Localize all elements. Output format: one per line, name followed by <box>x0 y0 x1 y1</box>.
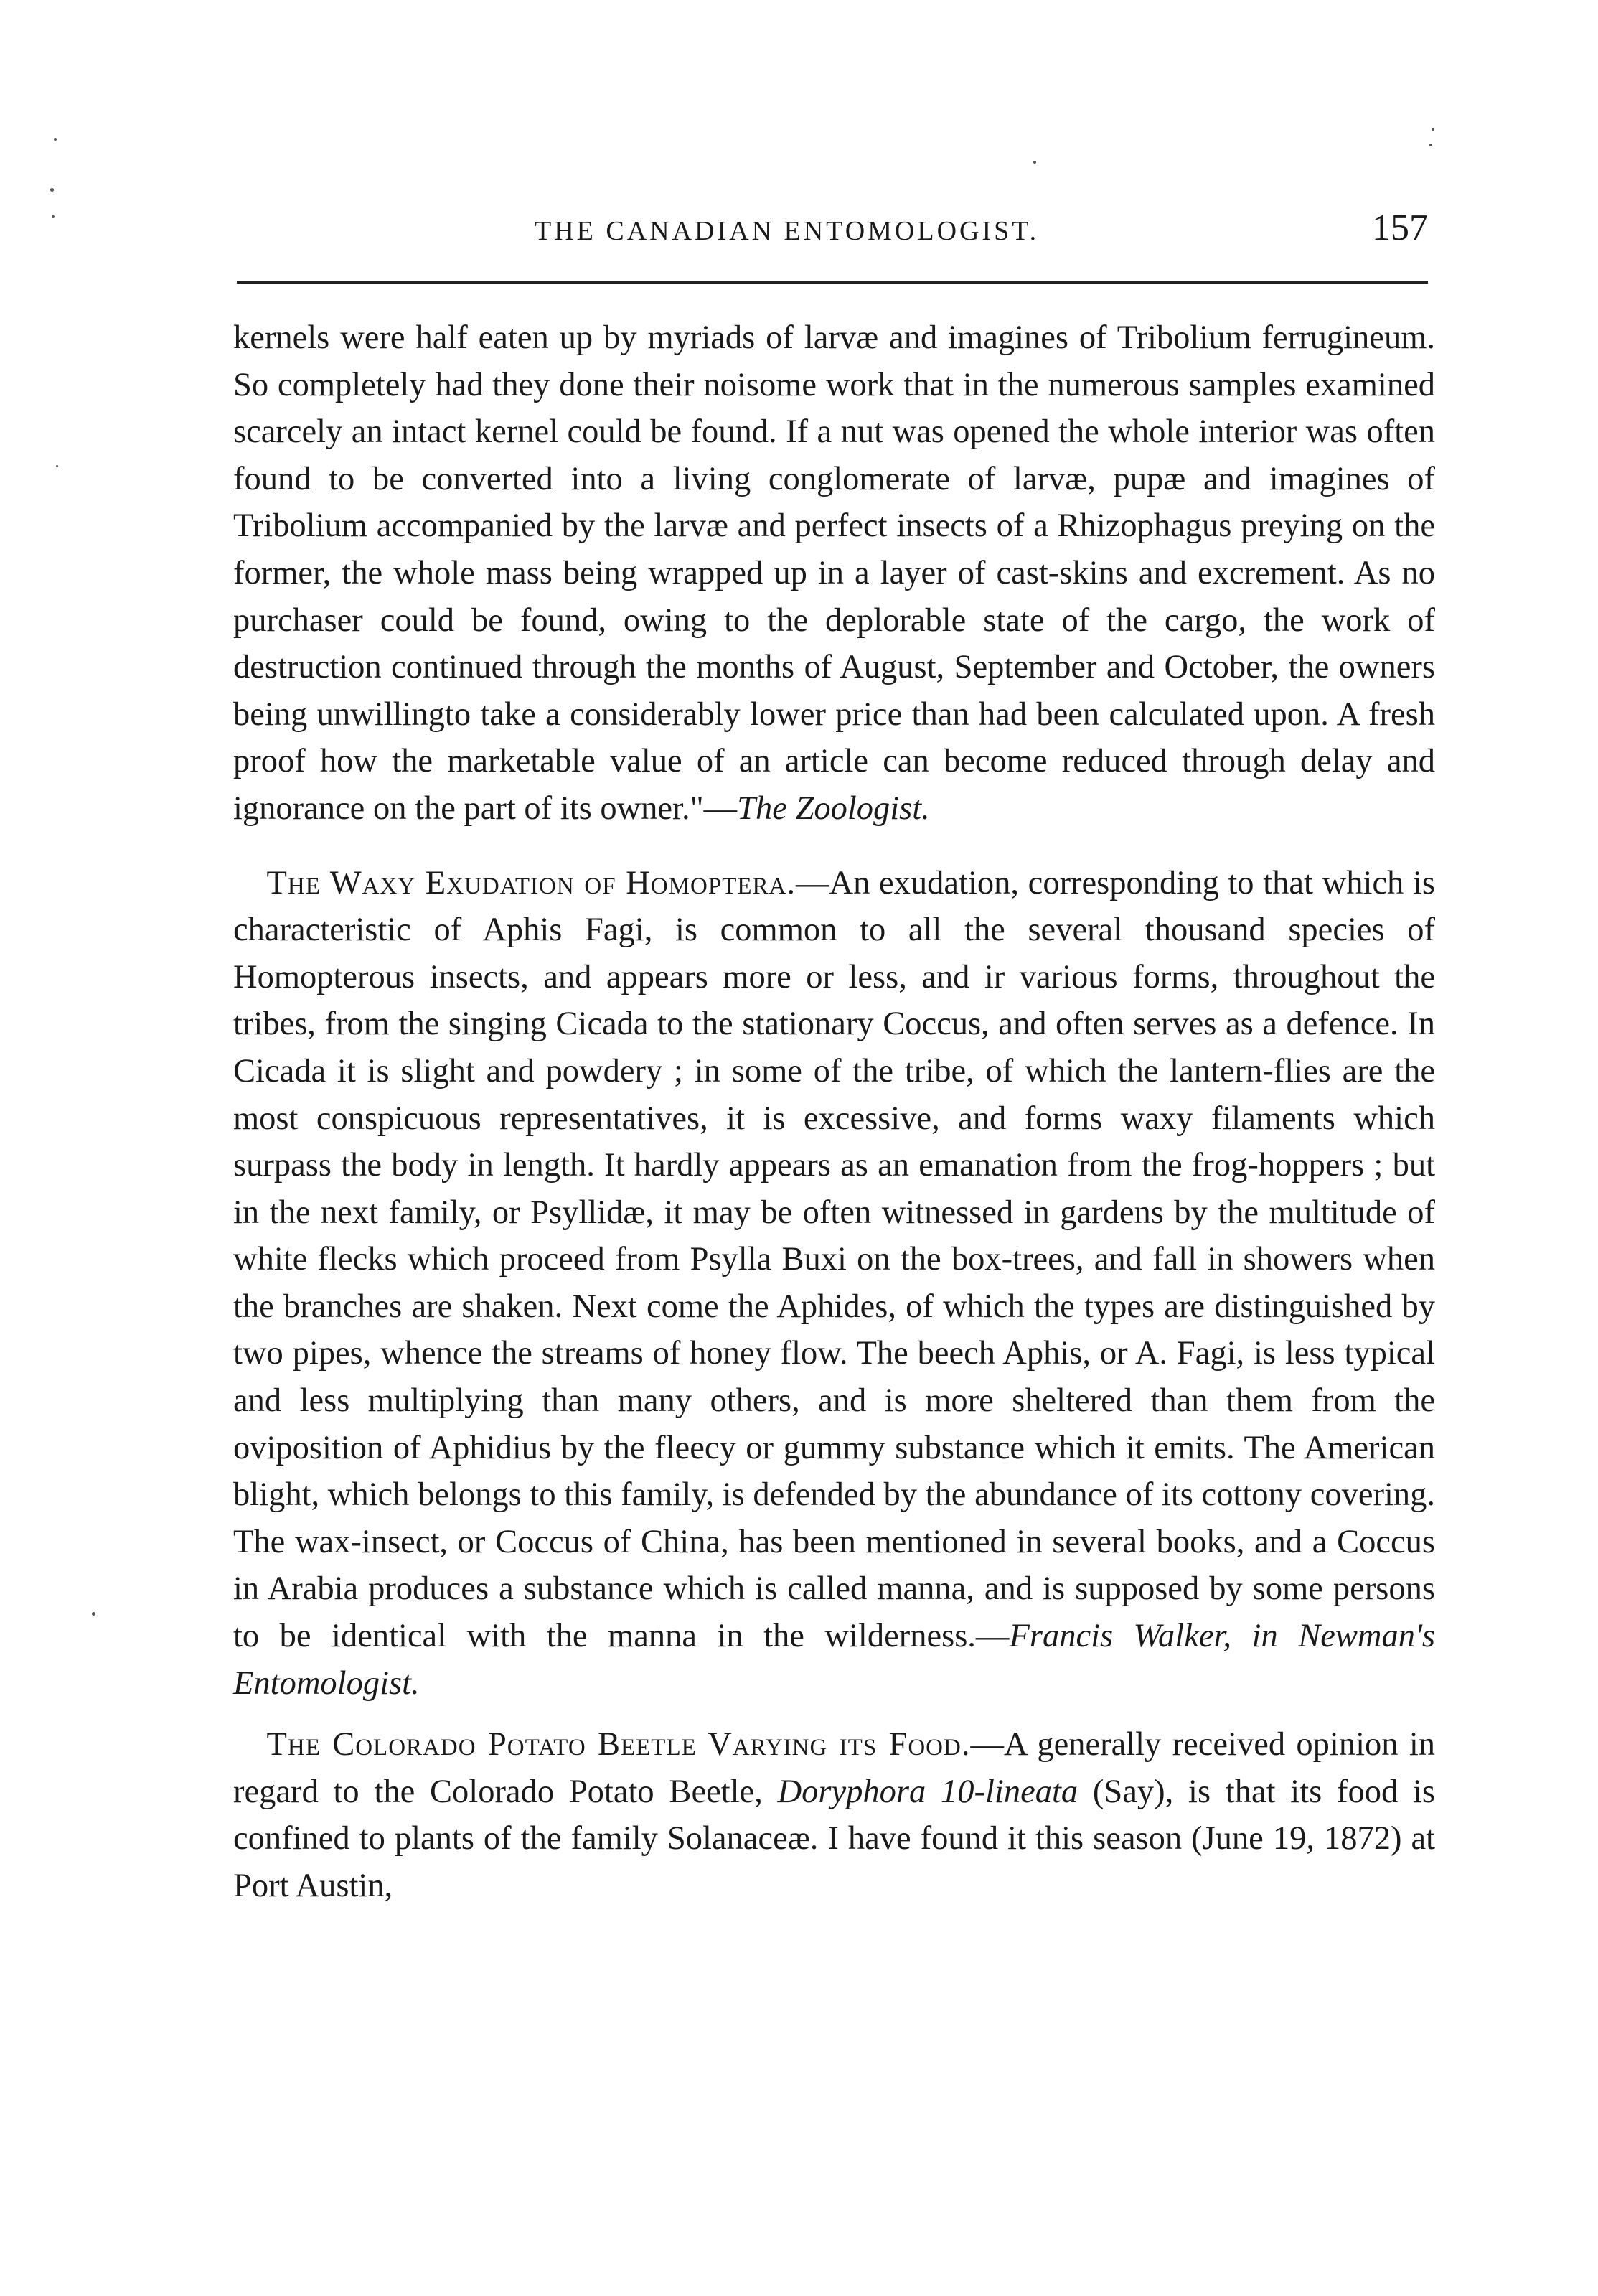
scan-speck <box>1429 144 1432 146</box>
header-rule <box>237 281 1428 284</box>
paragraph-text: —An exudation, corresponding to that which is characteristic of Aphis Fagi, is common to all the several thousand species of Homopterous insects, and appears more or less, and ir various forms, throughout the tribes, from the singing Cicada to the stationary Coccus, and often serves as a defence. In Cicada it is slight and powdery ; in some of the tribe, of which the lantern-flies are the most conspicuous representatives, it is excessive, and forms waxy filaments which surpass the body in length. It hardly appears as an emanation from the frog-hoppers ; but in the next family, or Psyllidæ, it may be often witnessed in gardens by the multitude of white flecks which proceed from Psylla Buxi on the box-trees, and fall in showers when the branches are shaken. Next come the Aphides, of which the types are distinguished by two pipes, whence the streams of honey flow. The beech Aphis, or A. Fagi, is less typical and less multiplying than many others, and is more sheltered than them from the oviposition of Aphidius by the fleecy or gummy substance which it emits. The American blight, which belongs to this family, is defended by the abundance of its cottony covering. The wax-insect, or Coccus of China, has been mentioned in several books, and a Coccus in Arabia produces a substance which is called manna, and is supposed by some persons to be identical with the manna in the wilderness.— <box>233 864 1435 1655</box>
scan-speck <box>92 1612 95 1616</box>
source-citation: Francis Walker, in Newman's Entomologist. <box>233 1618 1435 1702</box>
paragraph-text: kernels were half eaten up by myriads of larvæ and imagines of Tribolium ferrugineum. So completely had they done their noisome work that in the numerous samples examined scarcely an intact kernel could be found. If a nut was opened the whole interior was often found to be converted into a living conglomerate of larvæ, pupæ and imagines of Tribolium accompanied by the larvæ and perfect insects of a Rhizophagus preying on the former, the whole mass being wrapped up in a layer of cast-skins and excrement. As no purchaser could be found, owing to the deplorable state of the cargo, the work of destruction continued through the months of August, September and October, the owners being unwillingto take a considerably lower price than had been calculated upon. A fresh proof how the marketable value of an article can become reduced through delay and ignorance on the part of its owner."— <box>233 319 1435 827</box>
source-citation: The Zoologist. <box>737 789 930 827</box>
scan-speck <box>1432 128 1434 131</box>
scan-speck <box>50 188 54 192</box>
paragraph-text: (Say), is that its food is confined to plants of the family Solanaceæ. I have found it this season (June 19, 1872) at Port Austin, <box>233 1773 1435 1904</box>
scan-speck <box>52 215 55 218</box>
species-name: Doryphora 10-lineata <box>777 1773 1078 1810</box>
scan-speck <box>1033 161 1036 164</box>
page-header <box>237 207 1428 257</box>
running-head: THE CANADIAN ENTOMOLOGIST. <box>535 216 1040 246</box>
scan-speck <box>54 138 57 141</box>
section-heading: The Colorado Potato Beetle Varying its Food. <box>266 1726 971 1763</box>
paragraph-colorado-beetle <box>233 1721 1435 1909</box>
paragraph-waxy-exudation <box>233 860 1435 1707</box>
paragraph-text: —A generally received opinion in regard to the Colorado Potato Beetle, <box>233 1726 1435 1810</box>
page-number: 157 <box>1372 207 1428 248</box>
paragraph-tribolium <box>233 314 1435 833</box>
section-heading: The Waxy Exudation of Homoptera. <box>266 864 796 901</box>
scan-speck <box>56 465 58 467</box>
body-text <box>233 314 1435 1910</box>
